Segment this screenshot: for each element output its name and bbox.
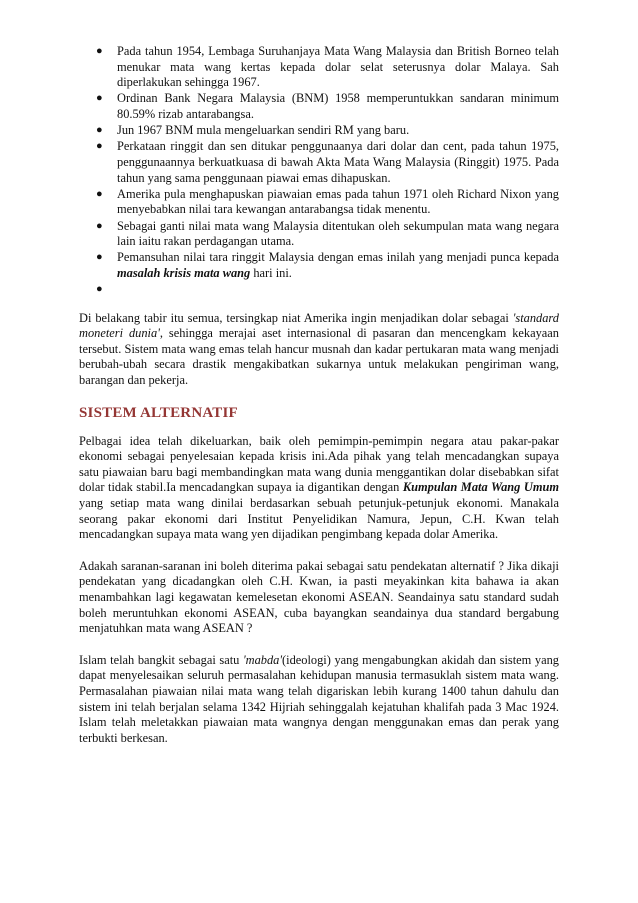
bullet-icon: ● bbox=[96, 283, 103, 296]
list-item bbox=[96, 44, 559, 91]
bullet-list bbox=[79, 44, 559, 298]
list-item-text: Amerika pula menghapuskan piawaian emas pada tahun 1971 oleh Richard Nixon yang menyebabkan nilai tara kewangan antarabangsa tidak menentu. bbox=[117, 186, 559, 217]
italic-term: 'standard moneteri dunia' bbox=[79, 310, 559, 341]
list-item-text: Sebagai ganti nilai mata wang Malaysia ditentukan oleh sekumpulan mata wang negara lain iaitu rakan perdagangan utama. bbox=[117, 218, 559, 249]
list-item-text: Perkataan ringgit dan sen ditukar penggunaanya dari dolar dan cent, pada tahun 1975, penggunaannya berkuatkuasa di bawah Akta Mata Wang Malaysia (Ringgit) 1975. Pada tahun yang sama penggunaan piawai emas dihapuskan. bbox=[117, 139, 559, 185]
italic-term: 'mabda' bbox=[242, 652, 282, 667]
paragraph-text: , sehingga merajai aset internasional di pasaran dan mencengkam kekayaan tersebut. Sistem mata wang emas telah hancur musnah dan kadar pertukaran mata wang menjadi berubah-ubah secara drastik mengakibatkan sukarnya untuk melakukan pengiriman wang, barangan dan pekerja. bbox=[79, 326, 559, 388]
list-item-text: Ordinan Bank Negara Malaysia (BNM) 1958 memperuntukkan sandaran minimum 80.59% rizab antarabangsa. bbox=[117, 91, 559, 121]
list-item bbox=[96, 91, 559, 122]
empty-list-item bbox=[96, 282, 559, 298]
paragraph-text: Islam telah bangkit sebagai satu bbox=[79, 652, 243, 667]
paragraph-3: Adakah saranan-saranan ini boleh diterima pakai sebagai satu pendekatan alternatif ? Jika dikaji pendekatan yang dicadangkan oleh C.H. Kwan, ia pasti meyakinkan kita bahawa ia akan menambahkan lagi kegawatan kemelesetan ekonomi ASEAN. Seandainya satu standard sudah boleh meruntuhkan ekonomi ASEAN, cuba bayangkan seandainya dua standard bergabung menjatuhkan mata wang ASEAN ? bbox=[79, 558, 559, 636]
list-item-text: Jun 1967 BNM mula mengeluarkan sendiri RM yang baru. bbox=[117, 123, 410, 138]
list-item bbox=[96, 123, 559, 139]
section-heading: SISTEM ALTERNATIF bbox=[79, 404, 238, 421]
bullet-icon: ● bbox=[96, 140, 103, 153]
list-item-text: Pemansuhan nilai tara ringgit Malaysia dengan emas inilah yang menjadi punca kepada bbox=[117, 250, 559, 265]
list-item bbox=[96, 186, 559, 218]
bullet-icon: ● bbox=[96, 187, 103, 200]
list-item bbox=[96, 218, 559, 250]
paragraph-text: Di belakang tabir itu semua, tersingkap niat Amerika ingin menjadikan dolar sebagai bbox=[79, 310, 513, 325]
paragraph-text: Pelbagai idea telah dikeluarkan, baik oleh pemimpin-pemimpin negara atau pakar-pakar ekonomi sebagai penyelesaian kepada krisis ini.Ada pihak yang telah mencadangkan supaya satu piawaian baru bagi membandingkan mata wang dunia menggantikan dolar disebabkan sifat dolar tidak stabil.Ia mencadangkan supaya ia digantikan dengan bbox=[79, 433, 559, 495]
list-item-text-end: hari ini. bbox=[250, 265, 292, 280]
paragraph-2 bbox=[79, 434, 559, 543]
list-item-text: Pada tahun 1954, Lembaga Suruhanjaya Mata Wang Malaysia dan British Borneo telah menukar mata wang kertas kepada dolar selat seterusnya dolar Malaya. Sah diperlakukan sehingga 1967. bbox=[117, 44, 559, 90]
list-item bbox=[96, 139, 559, 186]
paragraph-4 bbox=[79, 653, 559, 747]
bullet-icon: ● bbox=[96, 251, 103, 264]
bullet-icon: ● bbox=[96, 219, 103, 232]
emphasis-text: Kumpulan Mata Wang Umum bbox=[402, 480, 560, 495]
bullet-icon: ● bbox=[96, 124, 103, 137]
bullet-icon: ● bbox=[96, 45, 103, 57]
paragraph-1 bbox=[79, 311, 559, 389]
list-item bbox=[96, 250, 559, 281]
emphasis-text: masalah krisis mata wang bbox=[117, 265, 251, 280]
bullet-icon: ● bbox=[96, 92, 103, 105]
paragraph-text: yang setiap mata wang dinilai berdasarkan sebuah petunjuk-petunjuk ekonomi. Manakala seorang pakar ekonomi dari Institut Penyelidikan Namura, Jepun, C.H. Kwan telah mencadangkan supaya mata wang yen dijadikan pengimbang kepada dolar Amerika. bbox=[79, 496, 559, 542]
paragraph-text: (ideologi) yang mengabungkan akidah dan sistem yang dapat menyelesaikan seluruh permasalahan kehidupan manusia termasuklah sistem mata wang. Permasalahan piawaian nilai mata wang telah digariskan lebih kurang 1400 tahun dahulu dan sistem ini telah berjalan selama 1342 Hijriah sehinggalah kejatuhan khalifah pada 3 Mac 1924. Islam telah meletakkan piawaian mata wangnya dengan menggunakan emas dan perak yang terbukti berkesan. bbox=[79, 652, 560, 745]
